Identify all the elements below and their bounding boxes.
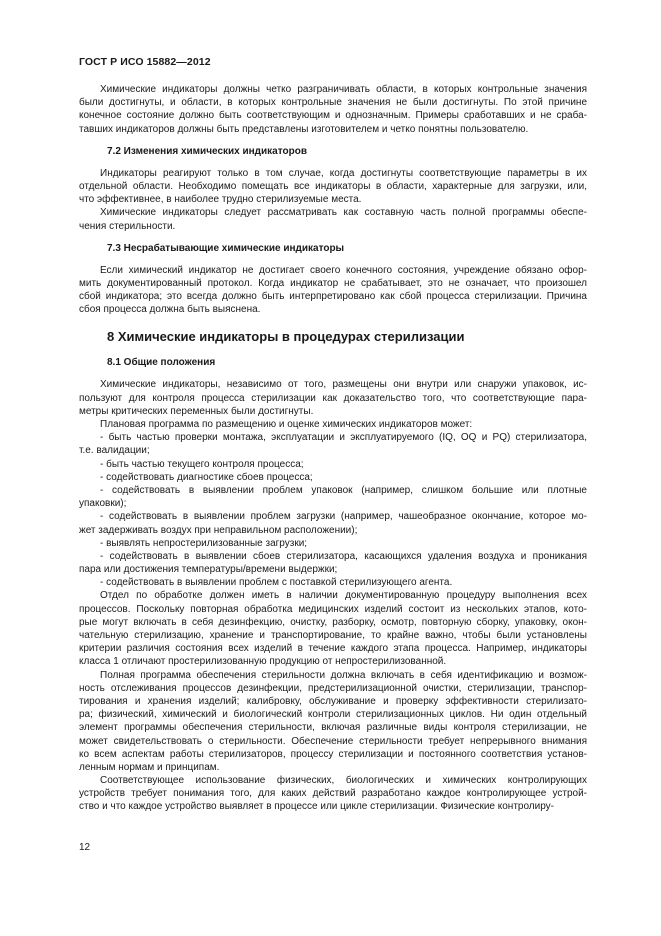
text-line: ко всем аспектам работы стерилизаторов, процессу стерилизации и постоянного соответствия установ- (79, 748, 587, 760)
text-line: тавших индикаторов должны быть представлены изготовителем и четко понятны пользователю. (79, 123, 529, 135)
text-line: метры критических переменных были достигнуты. (79, 405, 314, 417)
paragraph (79, 589, 587, 668)
section-heading: 8 Химические индикаторы в процедурах стерилизации (107, 329, 465, 345)
text-line: жет задерживать воздух при неправильном расположении); (79, 524, 358, 536)
text-line: Соответствующее использование физических, биологических и химических контролирующих (100, 775, 587, 787)
text-line: - содействовать в выявлении проблем с поставкой стерилизующего агента. (100, 577, 453, 589)
text-line: Полная программа обеспечения стерильности должна включать в себя идентификацию и возмож- (100, 669, 587, 681)
document-body (79, 83, 587, 814)
paragraph (79, 537, 587, 550)
paragraph (79, 264, 587, 317)
page-number: 12 (79, 842, 91, 853)
text-line: были достигнуты, и области, в которых контрольные значения не были достигнуты. По этой причине (79, 97, 587, 109)
text-line: пара или достижения температуры/времени выдержки; (79, 564, 338, 576)
text-line: ра; физический, химический и биологический контроли стерилизационных циклов. Ни один отдельный (79, 709, 587, 721)
paragraph (79, 576, 587, 589)
paragraph (79, 378, 587, 418)
text-line: что эффективнее, в наиболее трудно стерилизуемые места. (79, 194, 362, 206)
paragraph (79, 431, 587, 457)
text-line: - выявлять непростерилизованные загрузки; (100, 537, 308, 549)
paragraph (79, 83, 587, 136)
paragraph (79, 471, 587, 484)
document-header: ГОСТ Р ИСО 15882—2012 (79, 56, 211, 68)
paragraph (79, 550, 587, 576)
text-line: сбой индикатора; это всегда должно быть интерпретировано как сбой процесса стерилизации. Причина (79, 291, 587, 303)
text-line: мить документированный протокол. Когда индикатор не срабатывает, это не означает, что произошел (79, 277, 587, 289)
text-line: процессов. Поскольку повторная обработка медицинских изделий состоит из нескольких этапов, кото- (79, 603, 587, 615)
text-line: критерии различия состояния всех изделий в течение каждого этапа процесса. Например, индикаторы (79, 643, 587, 655)
text-line: рые могут включать в себя дезинфекцию, очистку, разборку, осмотр, повторную сборку, упаковку, окон- (79, 616, 587, 628)
subsection-heading: 7.2 Изменения химических индикаторов (107, 145, 307, 157)
text-line: чения стерильности. (79, 220, 176, 232)
text-line: элемент программы обеспечения стерильности, включая различные виды контроля стерилизации, не (79, 722, 587, 734)
text-line: конечное состояние должно быть соответствующим и однозначным. Примеры сработавших и не сраба- (79, 110, 587, 122)
paragraph (79, 167, 587, 207)
subsection-heading: 7.3 Несрабатывающие химические индикаторы (107, 242, 345, 254)
text-line: сбоя процесса должна быть выяснена. (79, 304, 261, 316)
text-line: Химические индикаторы должны четко разграничивать области, в которых контрольные значения (100, 84, 587, 95)
text-line: ство и что каждое устройство выявляет в процессе или цикле стерилизации. Физические контролиру- (79, 801, 555, 813)
text-line: может свидетельствовать о стерильности. Обеспечение стерильности требует непрерывного внимания (79, 735, 587, 747)
text-line: Отдел по обработке должен иметь в наличии документированную процедуру выполнения всех (100, 590, 587, 602)
text-line: Химические индикаторы, независимо от того, размещены они внутри или снаружи упаковок, ис- (100, 379, 587, 391)
text-line: чательную стерилизацию, хранение и транспортирование, то крайне важно, чтобы были установлены (79, 630, 587, 641)
text-line: т.е. валидации; (79, 445, 150, 457)
text-line: Индикаторы реагируют только в том случае, когда достигнуты соответствующие параметры в их (100, 167, 587, 179)
paragraph (79, 510, 587, 536)
paragraph (79, 206, 587, 232)
text-line: - содействовать в выявлении сбоев стерилизатора, касающихся удаления воздуха и проникания (100, 550, 587, 562)
text-line: тирования и хранения изделий; калибровку, обслуживание и проверку эффективности стерилизато- (79, 695, 587, 707)
text-line: Химические индикаторы следует рассматривать как составную часть полной программы обеспе- (100, 207, 587, 219)
text-line: - содействовать в выявлении проблем загрузки (например, чашеобразное окончание, которое мо- (100, 511, 587, 523)
paragraph (79, 458, 587, 471)
text-line: отдельной области. Необходимо помещать все индикаторы в области, характерные для загрузки, или, (79, 180, 587, 192)
text-line: класса 1 отличают простерилизованную продукцию от непростерилизованной. (79, 656, 447, 668)
text-line: ность отслеживания процессов дезинфекции, предстерилизационной очистки, стерилизации, транспор- (79, 682, 587, 694)
text-line: упаковки); (79, 498, 127, 510)
subsection-heading: 8.1 Общие положения (107, 357, 216, 369)
text-line: - быть частью текущего контроля процесса; (100, 458, 304, 470)
paragraph (79, 774, 587, 814)
text-line: пользуют для контроля процесса стерилизации как доказательство того, что соответствующие пара- (79, 392, 587, 404)
text-line: - быть частью проверки монтажа, эксплуатации и эксплуатируемого (IQ, OQ и PQ) стерилизатора, (100, 432, 587, 444)
text-line: ленным нормам и принципам. (79, 761, 220, 773)
text-line: Если химический индикатор не достигает своего конечного состояния, учреждение обязано офор- (100, 264, 587, 276)
text-line: - содействовать в выявлении проблем упаковок (например, слишком большие или плотные (100, 484, 587, 496)
text-line: устройств требует понимания того, для каких действий разработано каждое контролирующее устрой- (79, 788, 587, 800)
text-line: - содействовать диагностике сбоев процесса; (100, 471, 313, 483)
text-line: Плановая программа по размещению и оценке химических индикаторов может: (100, 419, 473, 430)
paragraph (79, 669, 587, 775)
paragraph (79, 484, 587, 510)
paragraph (79, 418, 587, 431)
